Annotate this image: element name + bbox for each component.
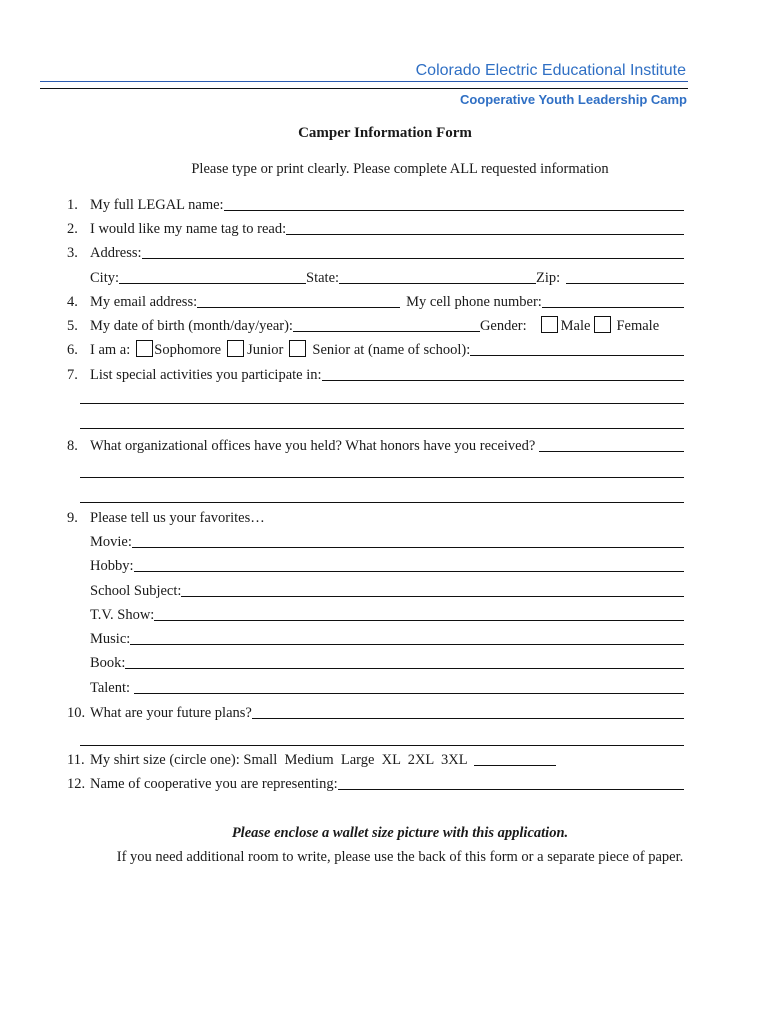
zip-field[interactable] (566, 269, 684, 284)
offices-extra-line[interactable] (80, 502, 684, 503)
question-number: 2. (67, 221, 78, 237)
activities-extra-line[interactable] (80, 428, 684, 429)
activities-label: List special activities you participate in: (90, 367, 322, 383)
question-offices-honors (67, 436, 684, 455)
future-plans-field[interactable] (252, 704, 684, 719)
question-grade (67, 340, 684, 359)
state-label: State: (306, 270, 340, 286)
movie-field[interactable] (132, 533, 684, 548)
organization-name: Colorado Electric Educational Institute (415, 62, 686, 79)
additional-room-note: If you need additional room to write, please use the back of this form or a separate piece of paper. (116, 849, 684, 865)
address-label: Address: (90, 245, 142, 261)
question-address (67, 243, 684, 262)
book-field[interactable] (125, 654, 684, 669)
address-city-state-zip (90, 268, 684, 287)
city-label: City: (90, 270, 120, 286)
school-field[interactable] (470, 341, 684, 356)
question-number: 12. (67, 776, 86, 792)
favorites-label: Please tell us your favorites… (90, 510, 265, 526)
cell-field[interactable] (542, 293, 684, 308)
music-label: Music: (90, 631, 131, 647)
question-legal-name (67, 195, 684, 214)
legal-name-field[interactable] (224, 196, 684, 211)
shirt-size-field[interactable] (474, 751, 556, 766)
header-rule-blue (40, 81, 688, 82)
music-field[interactable] (130, 630, 684, 645)
junior-label: Junior (247, 342, 284, 358)
question-activities (67, 365, 684, 384)
question-number: 4. (67, 294, 78, 310)
address-field[interactable] (142, 244, 684, 259)
header-rule-black (40, 88, 688, 89)
cooperative-field[interactable] (338, 775, 684, 790)
question-cooperative (67, 774, 684, 793)
city-field[interactable] (119, 269, 306, 284)
subject-field[interactable] (181, 582, 684, 597)
birth-label: My date of birth (month/day/year): (90, 318, 293, 334)
favorite-subject (90, 581, 684, 600)
tv-field[interactable] (154, 606, 684, 621)
email-label: My email address: (90, 294, 198, 310)
hobby-field[interactable] (134, 557, 685, 572)
favorite-hobby (90, 556, 684, 575)
question-birth-gender (67, 316, 684, 335)
offices-extra-line[interactable] (80, 477, 684, 478)
name-tag-field[interactable] (286, 220, 684, 235)
future-plans-extra-line[interactable] (80, 745, 684, 746)
favorite-tv (90, 605, 684, 624)
question-number: 8. (67, 438, 78, 454)
book-label: Book: (90, 655, 126, 671)
question-number: 5. (67, 318, 78, 334)
question-favorites (67, 508, 684, 527)
tv-label: T.V. Show: (90, 607, 155, 623)
question-number: 11. (67, 752, 85, 768)
camp-name: Cooperative Youth Leadership Camp (459, 92, 687, 107)
shirt-size-label: My shirt size (circle one): Small Medium Large XL 2XL 3XL (90, 752, 468, 768)
question-shirt-size (67, 750, 684, 769)
offices-field[interactable] (539, 437, 684, 452)
question-future-plans (67, 703, 684, 722)
favorite-book (90, 653, 684, 672)
gender-label: Gender: (479, 318, 527, 334)
state-field[interactable] (339, 269, 536, 284)
future-plans-label: What are your future plans? (90, 705, 252, 721)
grade-label: I am a: (90, 342, 131, 358)
picture-note: Please enclose a wallet size picture with this application. (231, 825, 569, 841)
female-checkbox[interactable] (594, 316, 611, 333)
activities-extra-line[interactable] (80, 403, 684, 404)
question-number: 1. (67, 197, 78, 213)
activities-field[interactable] (322, 366, 684, 381)
question-number: 6. (67, 342, 78, 358)
cooperative-label: Name of cooperative you are representing: (90, 776, 338, 792)
form-title: Camper Information Form (298, 125, 472, 141)
favorite-music (90, 629, 684, 648)
talent-label: Talent: (90, 680, 131, 696)
sophomore-checkbox[interactable] (136, 340, 153, 357)
favorite-talent (90, 678, 684, 697)
sophomore-label: Sophomore (154, 342, 222, 358)
offices-label: What organizational offices have you held? What honors have you received? (90, 438, 536, 454)
hobby-label: Hobby: (90, 558, 134, 574)
question-name-tag (67, 219, 684, 238)
female-label: Female (616, 318, 660, 334)
subject-label: School Subject: (90, 583, 182, 599)
email-field[interactable] (197, 293, 400, 308)
name-tag-label: I would like my name tag to read: (90, 221, 287, 237)
question-contact (67, 292, 684, 311)
male-label: Male (560, 318, 591, 334)
cell-label: My cell phone number: (406, 294, 542, 310)
favorite-movie (90, 532, 684, 551)
form-instructions: Please type or print clearly. Please complete ALL requested information (191, 161, 609, 177)
junior-checkbox[interactable] (227, 340, 244, 357)
legal-name-label: My full LEGAL name: (90, 197, 224, 213)
senior-checkbox[interactable] (289, 340, 306, 357)
question-number: 9. (67, 510, 78, 526)
male-checkbox[interactable] (541, 316, 558, 333)
question-number: 10. (67, 705, 86, 721)
question-number: 3. (67, 245, 78, 261)
question-number: 7. (67, 367, 78, 383)
zip-label: Zip: (536, 270, 561, 286)
senior-label: Senior at (name of school): (312, 342, 471, 358)
movie-label: Movie: (90, 534, 132, 550)
birth-field[interactable] (293, 317, 480, 332)
talent-field[interactable] (134, 679, 684, 694)
